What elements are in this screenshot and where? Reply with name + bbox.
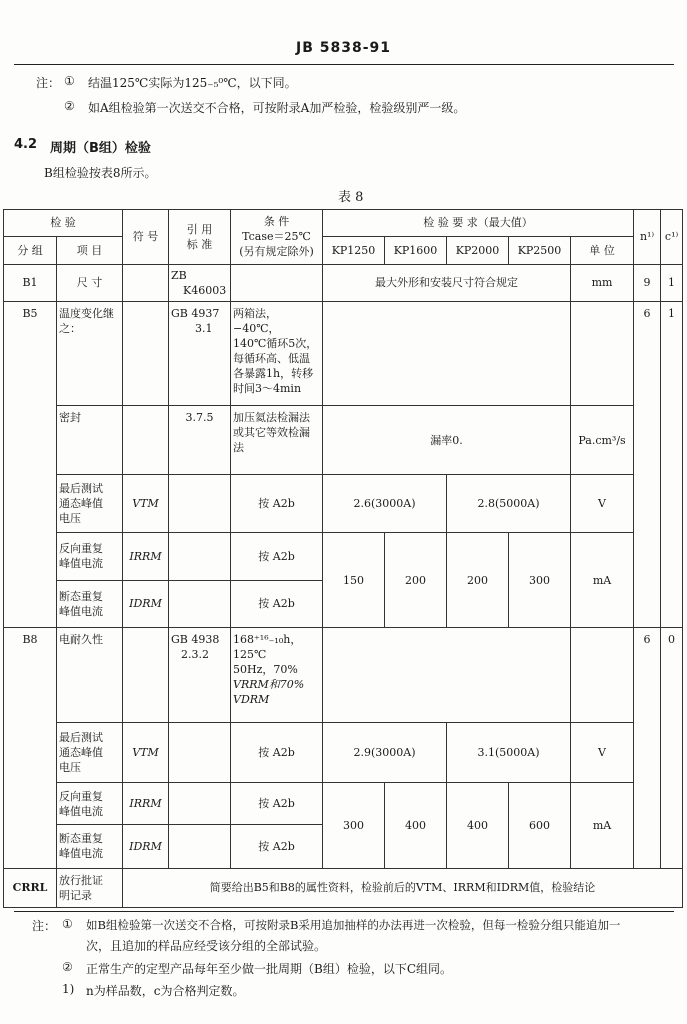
b8-vtm-item-l1: 最后测试 <box>59 731 103 745</box>
crrl-text: 简要给出B5和B8的属性资料，检验前后的VTM、IRRM和IDRM值，检验结论 <box>123 868 683 907</box>
b1-unit: mm <box>571 264 634 301</box>
bottom-note-1-mark: ① <box>62 917 73 931</box>
b8-vtm-req-low: 2.9(3000A) <box>323 723 447 783</box>
crrl-group: CRRL <box>4 868 57 907</box>
b5-idrm-conditions: 按 A2b <box>231 580 323 627</box>
b5-vtm-unit: V <box>571 475 634 533</box>
bottom-note-label: 注： <box>32 919 57 933</box>
b8-idrm-item-l1: 断态重复 <box>59 832 103 846</box>
b5-vtm-item-l1: 最后测试 <box>59 482 103 496</box>
b5-current-kp2500: 300 <box>509 533 571 628</box>
crrl-item-l1: 放行批证 <box>59 873 103 887</box>
header-reference <box>169 210 231 265</box>
b5-current-kp1250: 150 <box>323 533 385 628</box>
bottom-note-1-line2: 次，且追加的样品应经受该分组的全部试验。 <box>86 939 327 953</box>
header-conditions-l1: 条 件 <box>263 215 290 229</box>
b5-idrm-symbol: IDRM <box>123 580 169 627</box>
section-title: 周期（B组）检验 <box>50 141 151 156</box>
header-conditions-l2: Tcase＝25℃ <box>242 230 311 244</box>
b5-vtm-reference <box>169 475 231 533</box>
b1-requirement: 最大外形和安装尺寸符合规定 <box>323 264 571 301</box>
b8-idrm-conditions: 按 A2b <box>231 825 323 868</box>
b5-idrm-item <box>57 580 123 627</box>
b5-irrm-item-l2: 峰值电流 <box>59 557 103 571</box>
header-group: 分 组 <box>4 236 57 264</box>
b1-c: 1 <box>661 264 683 301</box>
b8-irrm-reference <box>169 782 231 824</box>
b5-irrm-item <box>57 533 123 580</box>
b5-temp-item: 温度变化继之： <box>57 301 123 405</box>
b8-idrm-symbol: IDRM <box>123 825 169 868</box>
b8-vtm-item <box>57 723 123 783</box>
header-symbol: 符 号 <box>123 210 169 265</box>
header-conditions-l3: (另有规定除外) <box>239 245 314 259</box>
header-kp2500: KP2500 <box>509 236 571 264</box>
b8-cond-l3: VRRM和70% <box>233 678 305 692</box>
b8-idrm-item <box>57 825 123 868</box>
crrl-item-l2: 明记录 <box>59 888 92 902</box>
b8-idrm-item-l2: 峰值电流 <box>59 847 103 861</box>
b5-seal-reference: 3.7.5 <box>169 406 231 475</box>
b5-c: 1 <box>661 301 683 627</box>
inspection-table <box>3 209 683 908</box>
b8-cond-l1: 168⁺¹⁶₋₁₀h，125℃ <box>233 633 302 662</box>
b5-vtm-req-high: 2.8(5000A) <box>447 475 571 533</box>
b5-irrm-symbol: IRRM <box>123 533 169 580</box>
b8-n: 6 <box>634 628 661 869</box>
b8-idrm-reference <box>169 825 231 868</box>
header-c: c¹⁾ <box>661 210 683 265</box>
b1-n: 9 <box>634 264 661 301</box>
b5-seal-requirement: 漏率0. <box>323 406 571 475</box>
note-label: 注： <box>36 76 61 90</box>
bottom-note-1-line1: 如B组检验第一次送交不合格，可按附录B采用追加抽样的办法再进一次检验，但每一检验分组只能追加一 <box>86 918 621 932</box>
b5-temp-cond-l5: 时间3～4min <box>233 381 302 395</box>
b5-temp-cond-l2: 140℃循环5次， <box>233 336 318 350</box>
footer-rule <box>14 911 674 912</box>
b5-seal-cond-l1: 加压氦法检漏法 <box>233 411 310 425</box>
b8-current-unit: mA <box>571 782 634 868</box>
crrl-item <box>57 868 123 907</box>
b8-unit <box>571 628 634 723</box>
header-kp1600: KP1600 <box>385 236 447 264</box>
b8-vtm-item-l2: 通态峰值 <box>59 746 103 760</box>
b5-irrm-conditions: 按 A2b <box>231 533 323 580</box>
table-caption: 表 8 <box>338 190 364 205</box>
b5-vtm-symbol: VTM <box>123 475 169 533</box>
b8-reference <box>169 628 231 723</box>
b8-conditions <box>231 628 323 723</box>
b1-group: B1 <box>4 264 57 301</box>
b5-temp-cond-l4: 各暴露1h，转移 <box>233 366 314 380</box>
b5-group: B5 <box>4 301 57 627</box>
b5-temp-conditions <box>231 301 323 405</box>
b8-ref-l1: GB 4938 <box>171 633 220 647</box>
b5-n: 6 <box>634 301 661 627</box>
standard-code: JB 5838-91 <box>295 40 391 56</box>
bottom-note-3-text: n为样品数，c为合格判定数。 <box>86 984 245 998</box>
b8-current-kp1600: 400 <box>385 782 447 868</box>
header-rule <box>14 64 674 65</box>
b8-vtm-symbol: VTM <box>123 723 169 783</box>
b5-seal-cond-l2: 或其它等效检漏 <box>233 426 310 440</box>
header-inspection: 检 验 <box>4 210 123 237</box>
header-item: 项 目 <box>57 236 123 264</box>
b8-irrm-item-l1: 反向重复 <box>59 789 103 803</box>
b5-current-kp2000: 200 <box>447 533 509 628</box>
header-requirements: 检 验 要 求（最大值） <box>323 210 634 237</box>
b1-ref-l1: ZB <box>171 268 187 282</box>
b5-temp-ref-l1: GB 4937 <box>171 306 220 320</box>
b8-vtm-reference <box>169 723 231 783</box>
b5-seal-unit: Pa.cm³/s <box>571 406 634 475</box>
bottom-note-3-mark: 1) <box>62 982 75 996</box>
b5-seal-symbol <box>123 406 169 475</box>
b5-vtm-item <box>57 475 123 533</box>
b5-vtm-req-low: 2.6(3000A) <box>323 475 447 533</box>
b8-cond-l2: 50Hz，70% <box>233 663 298 677</box>
b5-seal-cond-l3: 法 <box>233 441 244 455</box>
b1-item: 尺 寸 <box>57 264 123 301</box>
section-intro: B组检验按表8所示。 <box>44 166 157 180</box>
b1-ref-l2: K46003 <box>183 283 227 297</box>
header-kp2000: KP2000 <box>447 236 509 264</box>
bottom-note-2-text: 正常生产的定型产品每年至少做一批周期（B组）检验，以下C组同。 <box>86 962 453 976</box>
b8-irrm-item-l2: 峰值电流 <box>59 804 103 818</box>
b8-vtm-unit: V <box>571 723 634 783</box>
b5-irrm-item-l1: 反向重复 <box>59 542 103 556</box>
b5-temp-reference <box>169 301 231 405</box>
b8-irrm-item <box>57 782 123 824</box>
b8-vtm-item-l3: 电压 <box>59 761 81 775</box>
b5-temp-cond-l3: 每循环高、低温 <box>233 351 310 365</box>
header-conditions <box>231 210 323 265</box>
header-n: n¹⁾ <box>634 210 661 265</box>
b5-current-kp1600: 200 <box>385 533 447 628</box>
b5-vtm-item-l2: 通态峰值 <box>59 497 103 511</box>
b1-conditions <box>231 264 323 301</box>
header-unit: 单 位 <box>571 236 634 264</box>
header-kp1250: KP1250 <box>323 236 385 264</box>
b5-temp-symbol <box>123 301 169 405</box>
note-1-mark: ① <box>64 74 75 88</box>
b5-vtm-item-l3: 电压 <box>59 512 81 526</box>
b8-current-kp2000: 400 <box>447 782 509 868</box>
section-number: 4.2 <box>14 137 38 152</box>
b5-temp-unit <box>571 301 634 405</box>
b5-current-unit: mA <box>571 533 634 628</box>
b8-current-kp2500: 600 <box>509 782 571 868</box>
b8-vtm-req-high: 3.1(5000A) <box>447 723 571 783</box>
b1-symbol <box>123 264 169 301</box>
b5-idrm-item-l1: 断态重复 <box>59 589 103 603</box>
note-2-text: 如A组检验第一次送交不合格，可按附录A加严检验，检验级别严一级。 <box>88 101 466 115</box>
b5-idrm-item-l2: 峰值电流 <box>59 604 103 618</box>
b8-vtm-conditions: 按 A2b <box>231 723 323 783</box>
header-reference-l1: 引 用 <box>186 222 213 236</box>
bottom-note-2-mark: ② <box>62 960 73 974</box>
b5-seal-conditions <box>231 406 323 475</box>
b5-vtm-conditions: 按 A2b <box>231 475 323 533</box>
b8-irrm-conditions: 按 A2b <box>231 782 323 824</box>
b8-group: B8 <box>4 628 57 869</box>
note-1-text: 结温125℃实际为125₋₅⁰℃，以下同。 <box>88 76 297 90</box>
b8-irrm-symbol: IRRM <box>123 782 169 824</box>
b5-temp-ref-l2: 3.1 <box>195 321 213 335</box>
b8-requirement <box>323 628 571 723</box>
b5-irrm-reference <box>169 533 231 580</box>
b8-ref-l2: 2.3.2 <box>181 648 209 662</box>
b8-cond-l4: VDRM <box>233 693 270 707</box>
b8-current-kp1250: 300 <box>323 782 385 868</box>
b5-idrm-reference <box>169 580 231 627</box>
b8-item: 电耐久性 <box>57 628 123 723</box>
b8-c: 0 <box>661 628 683 869</box>
b5-temp-cond-l1: 两箱法，−40℃， <box>233 306 280 335</box>
note-2-mark: ② <box>64 99 75 113</box>
header-reference-l2: 标 准 <box>186 237 213 251</box>
b8-symbol <box>123 628 169 723</box>
b5-temp-requirement <box>323 301 571 405</box>
b5-seal-item: 密封 <box>57 406 123 475</box>
b1-reference <box>169 264 231 301</box>
